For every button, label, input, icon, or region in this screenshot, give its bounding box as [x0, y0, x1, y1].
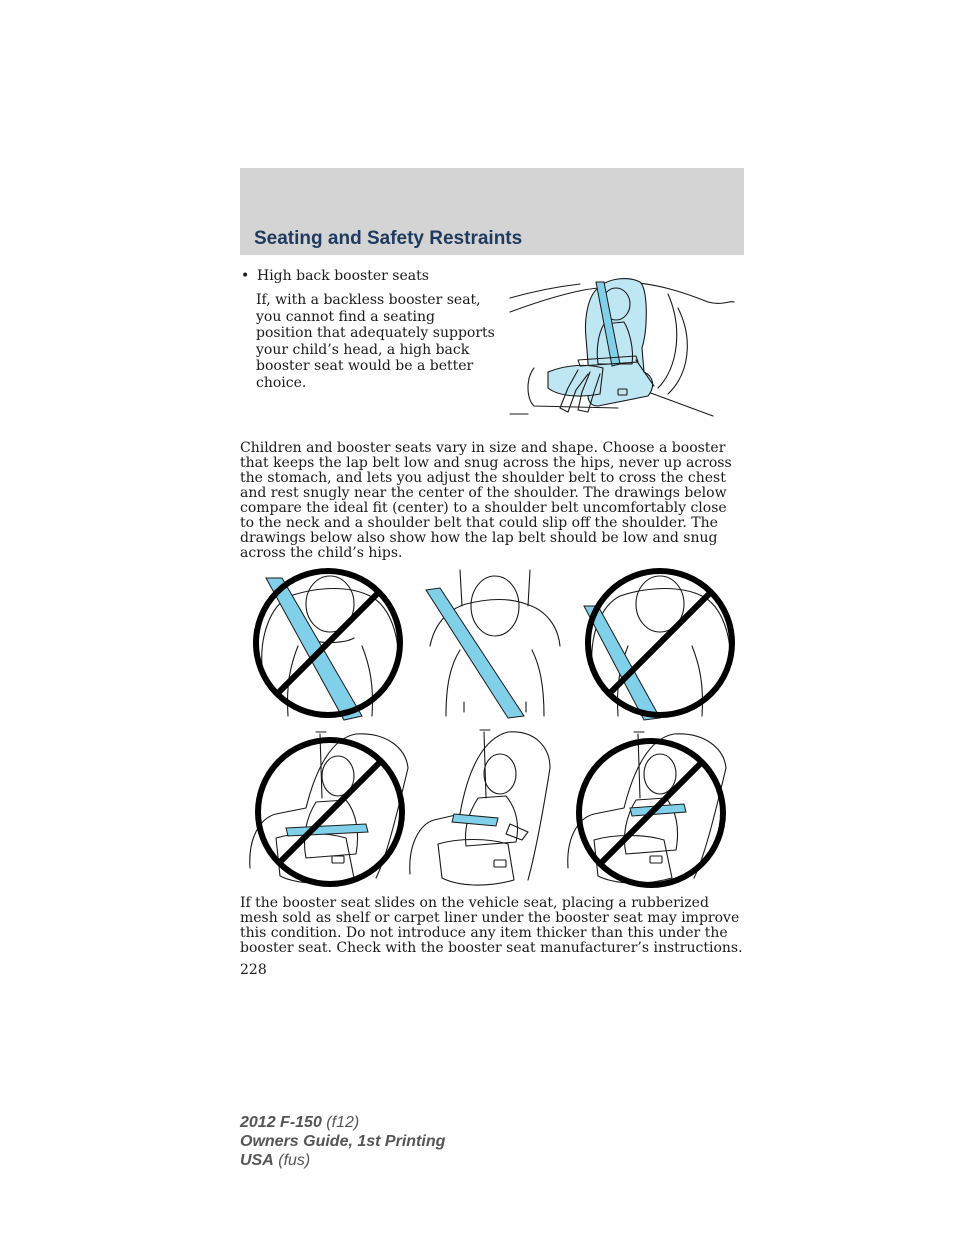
shoulder-belt-off-shoulder-illustration	[578, 566, 742, 722]
footer	[240, 1113, 445, 1170]
footer-guide-edition: Owners Guide, 1st Printing	[240, 1133, 446, 1150]
bullet-description: If, with a backless booster seat, you cannot find a seating position that adequately supports your child’s head, a high back booster seat would be a better choice.	[256, 292, 495, 391]
shoulder-belt-ideal-fit-illustration	[420, 566, 570, 722]
page-title: Seating and Safety Restraints	[254, 228, 523, 249]
footer-line-3	[240, 1151, 445, 1170]
bullet-label: High back booster seats	[257, 268, 429, 284]
footer-model: 2012 F-150	[240, 1114, 322, 1131]
bullet-item	[241, 268, 429, 285]
footer-market: USA	[240, 1152, 274, 1169]
lap-belt-too-low-illustration	[564, 728, 732, 892]
body-paragraph-1: Children and booster seats vary in size and shape. Choose a booster that keeps the lap belt low and snug across the hips, never up across the stomach, and lets you adjust the shoulder belt to cross the chest and rest snugly near the center of the shoulder. The drawings below compare the ideal fit (center) to a shoulder belt uncomfortably close to the neck and a shoulder belt that could slip off the shoulder. The drawings below also show how the lap belt should be low and snug across the child’s hips.	[240, 440, 732, 561]
high-back-booster-illustration	[508, 268, 738, 420]
body-paragraph-2: If the booster seat slides on the vehicle seat, placing a rubberized mesh sold as shelf or carpet liner under the booster seat may improve this condition. Do not introduce any item thicker than this under the booster seat. Check with the booster seat manufacturer’s instructions.	[240, 895, 743, 956]
lap-belt-too-high-illustration	[246, 728, 414, 892]
footer-market-code: (fus)	[278, 1152, 311, 1169]
footer-line-1	[240, 1113, 445, 1132]
page-number: 228	[240, 962, 267, 978]
bullet-marker: •	[241, 268, 250, 284]
footer-model-code: (f12)	[326, 1114, 360, 1131]
footer-line-2	[240, 1132, 445, 1151]
shoulder-belt-neck-too-close-illustration	[250, 566, 410, 722]
lap-belt-ideal-fit-illustration	[404, 728, 554, 892]
